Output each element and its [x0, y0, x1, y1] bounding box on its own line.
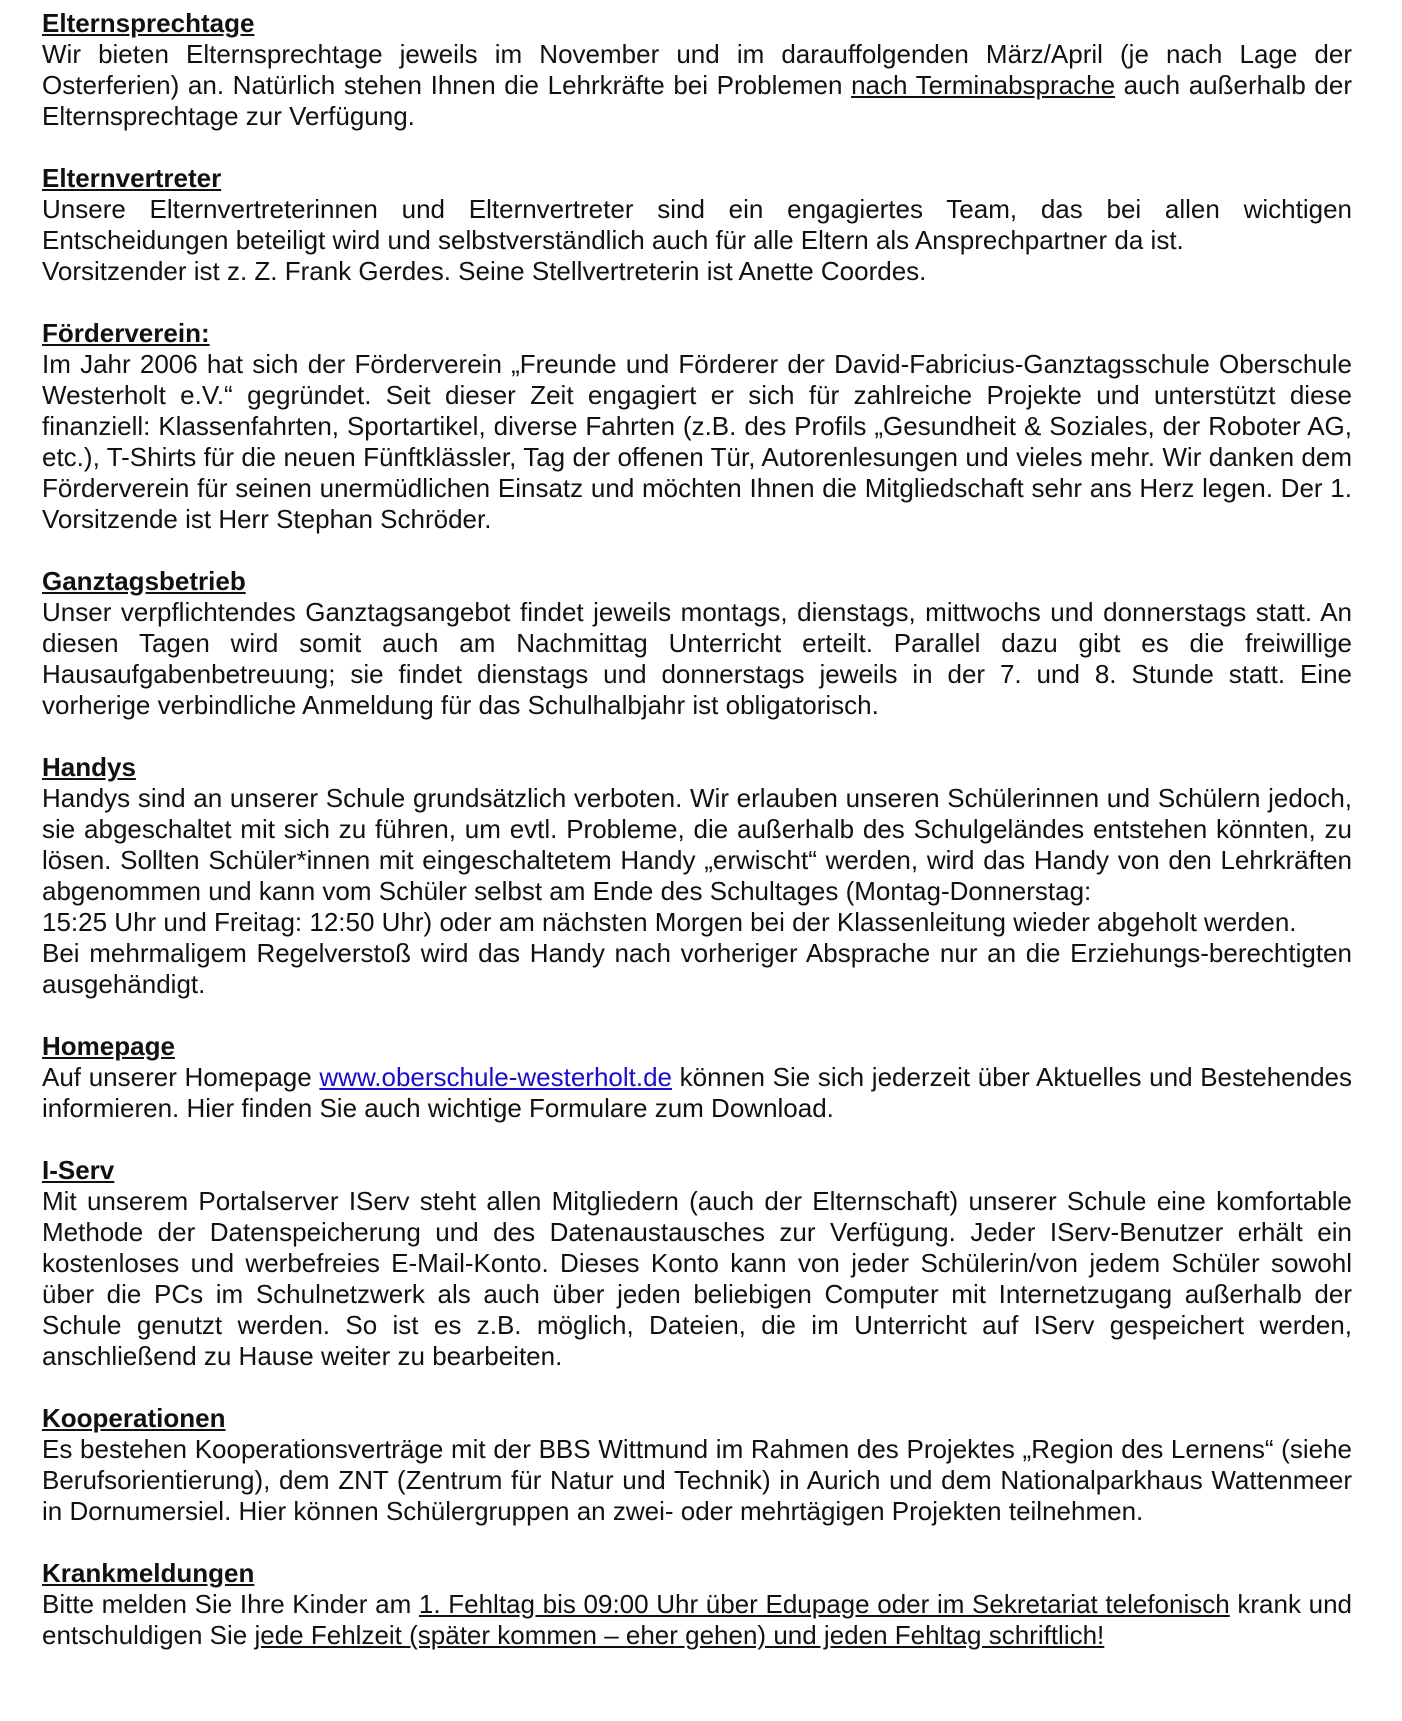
section-ganztagsbetrieb: [42, 566, 1352, 721]
heading-elternsprechtage: Elternsprechtage: [42, 8, 255, 38]
text-run: Auf unserer Homepage: [42, 1062, 320, 1092]
paragraph-ganztagsbetrieb: Unser verpflichtendes Ganztagsangebot findet jeweils montags, dienstags, mittwochs und donnerstags statt. An diesen Tagen wird somit auch am Nachmittag Unterricht erteilt. Parallel dazu gibt es die freiwillige Hausaufgabenbetreuung; sie findet dienstags und donnerstags jeweils in der 7. und 8. Stunde statt. Eine vorherige verbindliche Anmeldung für das Schulhalbjahr ist obligatorisch.: [42, 597, 1352, 720]
paragraph-krankmeldungen: [42, 1589, 1352, 1651]
heading-ganztagsbetrieb: Ganztagsbetrieb: [42, 566, 246, 596]
paragraph-kooperationen: Es bestehen Kooperationsverträge mit der BBS Wittmund im Rahmen des Projektes „Region des Lernens“ (siehe Berufsorientierung), dem ZNT (Zentrum für Natur und Technik) in Aurich und dem Nationalparkhaus Wattenmeer in Dornumersiel. Hier können Schülergruppen an zwei- oder mehrtägigen Projekten teilnehmen.: [42, 1434, 1352, 1526]
section-kooperationen: [42, 1403, 1352, 1527]
heading-iserv: I-Serv: [42, 1155, 115, 1185]
heading-krankmeldungen: Krankmeldungen: [42, 1558, 255, 1588]
text-run: krank und entschuldigen Sie: [42, 1589, 1352, 1650]
text-run: auch außerhalb der Elternsprechtage zur Verfügung.: [42, 70, 1352, 131]
underlined-text: 1. Fehltag bis 09:00 Uhr über Edupage oder im Sekretariat telefonisch: [418, 1589, 1230, 1619]
text-run: Bitte melden Sie Ihre Kinder am: [42, 1589, 419, 1619]
underlined-text: nach Terminabsprache: [851, 70, 1116, 100]
section-foerderverein: [42, 318, 1352, 535]
section-handys: [42, 752, 1352, 1000]
paragraph-foerderverein: Im Jahr 2006 hat sich der Förderverein „Freunde und Förderer der David-Fabricius-Ganztagsschule Oberschule Westerholt e.V.“ gegründet. Seit dieser Zeit engagiert er sich für zahlreiche Projekte und unterstützt diese finanziell: Klassenfahrten, Sportartikel, diverse Fahrten (z.B. des Profils „Gesundheit & Soziales, der Roboter AG, etc.), T-Shirts für die neuen Fünftklässler, Tag der offenen Tür, Autorenlesungen und vieles mehr. Wir danken dem Förderverein für seinen unermüdlichen Einsatz und möchten Ihnen die Mitgliedschaft sehr ans Herz legen. Der 1. Vorsitzende ist Herr Stephan Schröder.: [42, 349, 1352, 534]
section-elternvertreter: [42, 163, 1352, 287]
section-iserv: [42, 1155, 1352, 1372]
text-run: können Sie sich jederzeit über Aktuelles und Bestehendes informieren. Hier finden Sie auch wichtige Formulare zum Download.: [42, 1062, 1353, 1123]
heading-elternvertreter: Elternvertreter: [42, 163, 222, 193]
text-run: Wir bieten Elternsprechtage jeweils im November und im darauffolgenden März/April (je nach Lage der Osterferien) an. Natürlich stehen Ihnen die Lehrkräfte bei Problemen: [42, 39, 1352, 100]
paragraph-handys: Handys sind an unserer Schule grundsätzlich verboten. Wir erlauben unseren Schülerinnen und Schülern jedoch, sie abgeschaltet mit sich zu führen, um evtl. Probleme, die außerhalb des Schulgeländes entstehen könnten, zu lösen. Sollten Schüler*innen mit eingeschaltetem Handy „erwischt“ werden, wird das Handy von den Lehrkräften abgenommen und kann vom Schüler selbst am Ende des Schultages (Montag-Donnerstag:: [42, 783, 1352, 906]
paragraph-handys-abholung: 15:25 Uhr und Freitag: 12:50 Uhr) oder am nächsten Morgen bei der Klassenleitung wieder abgeholt werden.: [42, 907, 1297, 937]
paragraph-elternvertreter: Unsere Elternvertreterinnen und Elternvertreter sind ein engagiertes Team, das bei allen wichtigen Entscheidungen beteiligt wird und selbstverständlich auch für alle Eltern als Ansprechpartner da ist.: [42, 194, 1352, 255]
heading-foerderverein: Förderverein:: [42, 318, 210, 348]
paragraph-elternvertreter-vorsitz: Vorsitzender ist z. Z. Frank Gerdes. Seine Stellvertreterin ist Anette Coordes.: [42, 256, 927, 286]
document-page: [42, 8, 1352, 1682]
paragraph-iserv: Mit unserem Portalserver IServ steht allen Mitgliedern (auch der Elternschaft) unserer Schule eine komfortable Methode der Datenspeicherung und des Datenaustausches zur Verfügung. Jeder IServ-Benutzer erhält ein kostenloses und werbefreies E-Mail-Konto. Dieses Konto kann von jeder Schülerin/von jedem Schüler sowohl über die PCs im Schulnetzwerk als auch über jeden beliebigen Computer mit Internetzugang außerhalb der Schule genutzt werden. So ist es z.B. möglich, Dateien, die im Unterricht auf IServ gespeichert werden, anschließend zu Hause weiter zu bearbeiten.: [42, 1186, 1352, 1371]
heading-handys: Handys: [42, 752, 136, 782]
section-krankmeldungen: [42, 1558, 1352, 1651]
heading-kooperationen: Kooperationen: [42, 1403, 226, 1433]
paragraph-handys-regelverstoss: Bei mehrmaligem Regelverstoß wird das Handy nach vorheriger Absprache nur an die Erziehungs-berechtigten ausgehändigt.: [42, 938, 1352, 999]
section-elternsprechtage: [42, 8, 1352, 132]
section-homepage: [42, 1031, 1352, 1124]
heading-homepage: Homepage: [42, 1031, 175, 1061]
paragraph-homepage: [42, 1062, 1352, 1124]
homepage-link[interactable]: www.oberschule-westerholt.de: [319, 1062, 673, 1092]
underlined-text: jede Fehlzeit (später kommen – eher gehen) und jeden Fehltag schriftlich!: [254, 1620, 1105, 1650]
paragraph-elternsprechtage: [42, 39, 1352, 132]
